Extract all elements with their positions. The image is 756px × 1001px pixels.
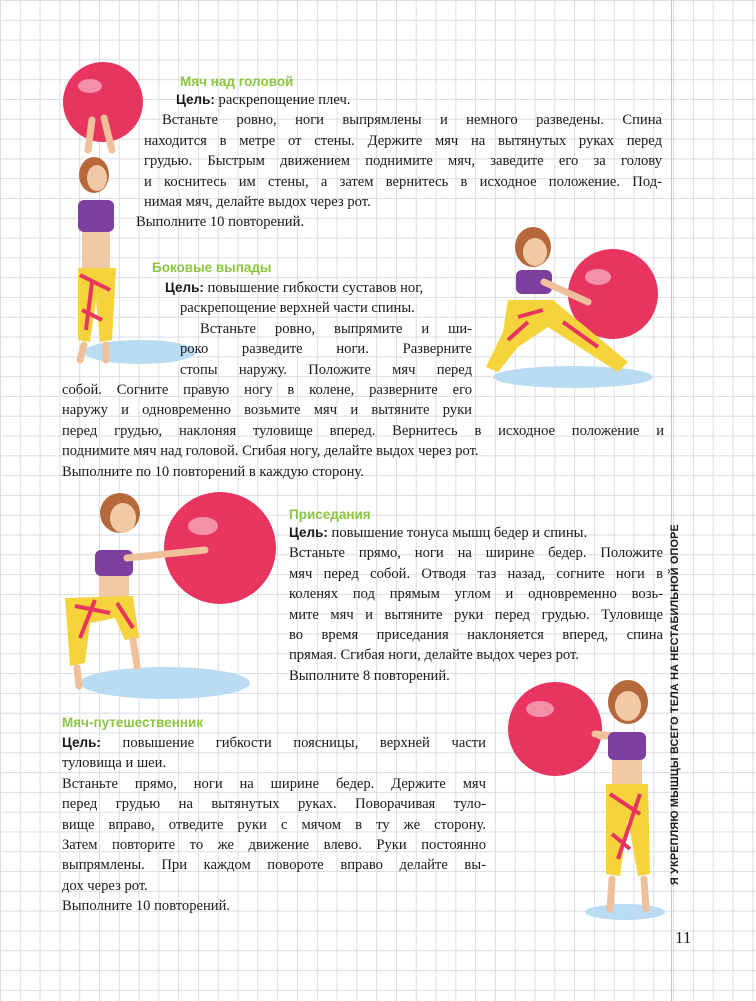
- exercise-4-goal: [62, 733, 486, 753]
- text-line: Встаньте ровно, выпрямите и ши-: [200, 320, 472, 337]
- exercise-3-reps: Выполните 8 повторений.: [289, 667, 450, 684]
- text-line: мите мяч и вытяните руки перед грудью. Туловище: [289, 606, 663, 623]
- text-line: прямая. Сгибая ноги, делайте выдох через рот.: [289, 647, 579, 664]
- text-line: стопы наружу. Положите мяч перед: [180, 361, 472, 378]
- goal-label: Цель:: [165, 280, 204, 295]
- figure-traveling-ball: [500, 674, 670, 924]
- text-line: грудью. Быстрым движением поднимите мяч, заведите его за голову: [144, 153, 662, 170]
- exercise-3-goal: [289, 523, 663, 543]
- text-line: и коснитесь им стены, а затем вернитесь в исходное положение. Под-: [144, 173, 662, 190]
- exercise-1-text: [136, 90, 662, 233]
- exercise-1-goal: [144, 90, 662, 110]
- exercise-2-text: [62, 278, 664, 482]
- exercise-2-title: Боковые выпады: [152, 260, 272, 275]
- text-line: находится в метре от стены. Держите мяч на вытянутых руках перед: [144, 132, 662, 149]
- text-line: во время приседания наклоняется вперед, спина: [289, 627, 663, 644]
- text-line: туловища и шеи.: [62, 755, 167, 772]
- text-line: Встаньте прямо, ноги на ширине бедер. Держите мяч: [62, 775, 486, 792]
- text-line: поднимите мяч над головой. Сгибая ногу, делайте выдох через рот.: [62, 443, 479, 460]
- goal-text: раскрепощение плеч.: [214, 92, 351, 108]
- goal-label: Цель:: [289, 525, 328, 540]
- goal-text: повышение тонуса мышц бедер и спины.: [327, 525, 588, 541]
- text-line: коленях под прямым углом и одновременно возь-: [289, 586, 663, 603]
- text-line: дох через рот.: [62, 877, 148, 894]
- text-line: раскрепощение верхней части спины.: [180, 300, 415, 317]
- exercise-4-reps: Выполните 10 повторений.: [62, 898, 231, 915]
- exercise-1-title: Мяч над головой: [180, 74, 294, 89]
- goal-label: Цель:: [62, 735, 101, 750]
- exercise-2-goal: [62, 278, 664, 298]
- text-line: перед грудью на вытянутых руках. Поворачивая туло-: [62, 796, 486, 813]
- text-line: перед грудью, наклоняя туловище вперед. Вернитесь в исходное положение и: [62, 422, 664, 439]
- exercise-3-title: Приседания: [289, 507, 371, 522]
- text-line: собой. Согните правую ногу в колене, разверните его: [62, 382, 472, 399]
- exercise-4-text: [62, 733, 486, 917]
- chapter-side-title: Я УКРЕПЛЯЮ МЫШЦЫ ВСЕГО ТЕЛА НА НЕСТАБИЛЬНОЙ ОПОРЕ: [669, 524, 681, 886]
- text-line: Затем повторите то же движение влево. Руки постоянно: [62, 837, 486, 854]
- goal-label: Цель:: [176, 92, 215, 107]
- text-line: выпрямлены. При каждом повороте вправо делайте вы-: [62, 857, 486, 874]
- text-line: вище вправо, отведите руки с мячом в ту же сторону.: [62, 816, 486, 833]
- goal-text: повышение гибкости суставов ног,: [203, 280, 424, 296]
- text-line: Встаньте прямо, ноги на ширине бедер. Положите: [289, 545, 663, 562]
- exercise-4-title: Мяч-путешественник: [62, 715, 204, 730]
- text-line: нимая мяч, делайте выдох через рот.: [144, 194, 371, 211]
- text-line: Встаньте ровно, ноги выпрямлены и немного разведены. Спина: [162, 112, 662, 129]
- text-line: роко разведите ноги. Разверните: [180, 341, 472, 358]
- exercise-1-reps: Выполните 10 повторений.: [136, 214, 305, 231]
- page-number: 11: [675, 928, 692, 947]
- exercise-3-text: [289, 523, 663, 686]
- text-line: наружу и одновременно возьмите мяч и вытяните руки: [62, 402, 472, 419]
- text-line: мяч перед собой. Отводя таз назад, согните ноги в: [289, 565, 663, 582]
- goal-text: повышение гибкости поясницы, верхней части: [100, 735, 486, 751]
- exercise-2-reps: Выполните по 10 повторений в каждую сторону.: [62, 463, 364, 480]
- figure-squat: [55, 488, 285, 708]
